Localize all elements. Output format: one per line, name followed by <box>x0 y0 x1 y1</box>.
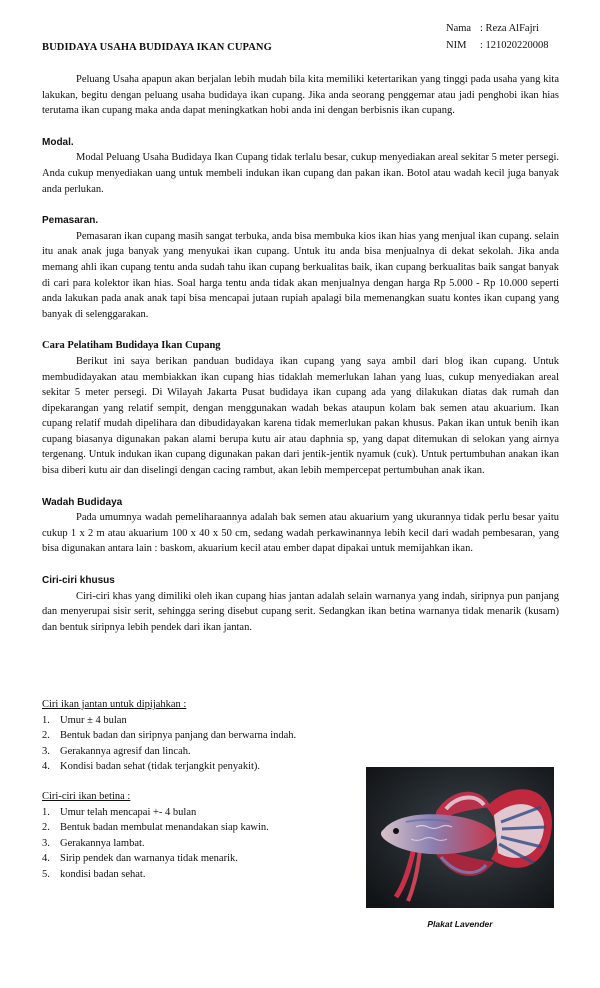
section-modal <box>42 135 559 197</box>
item-text: Gerakannya agresif dan lincah. <box>60 745 191 757</box>
item-text: kondisi badan sehat. <box>60 868 146 880</box>
item-number: 3. <box>42 745 50 757</box>
item-text: Bentuk badan dan siripnya panjang dan berwarna indah. <box>60 730 297 742</box>
item-number: 1. <box>42 806 50 818</box>
section-cara-pelatihan <box>42 338 559 478</box>
section-heading: Modal. <box>42 136 74 148</box>
betta-fish-photo <box>366 767 554 908</box>
list-item <box>42 713 342 729</box>
item-number: 4. <box>42 853 50 865</box>
section-body: Berikut ini saya berikan panduan budidaya ikan cupang yang saya ambil dari blog ikan cupang. Untuk membudidayakan atau membiakkan ikan cupang hias tidaklah memerlukan lahan yang luas, cukup menyediakan areal sekitar 5 meter persegi. Di Wilayah Jakarta Pusat budidaya ikan cupang ada yang dilakukan diatas dak rumah dan dipekarangan yang relatif sempit, dengan menggunakan wadah bekas ataupun kolam bak semen atau akuarium. Ikan cupang relatif mudah dipelihara dan dibudidayakan karena tidak memerlukan pakan khusus. Pakan ikan untuk benih ikan cupang biasanya digunakan pakan alami berupa kutu air atau daphnia sp, yang dapat ditemukan di selokan yang airnya tergenang. Untuk indukan ikan cupang digunakan pakan dari jentik-jentik nyamuk (cuk). Untuk pertumbuhan anakan ikan bisa diberi kutu air dan diselingi dengan cacing rambut, akan lebih mempercepat pertumbuhan anak ikan. <box>42 355 559 477</box>
section-pemasaran <box>42 213 559 322</box>
female-list-heading: Ciri-ciri ikan betina : <box>42 790 131 802</box>
document-title: BUDIDAYA USAHA BUDIDAYA IKAN CUPANG <box>42 42 272 53</box>
item-number: 2. <box>42 822 50 834</box>
nim-value: : 121020220008 <box>480 40 549 51</box>
list-item <box>42 805 342 821</box>
item-number: 4. <box>42 761 50 773</box>
section-body: Modal Peluang Usaha Budidaya Ikan Cupang tidak terlalu besar, cukup menyediakan areal sekitar 5 meter persegi. Anda cukup menyediakan uang untuk membeli indukan ikan cupang dan pakan ikan. Botol atau wadah kecil juga banyak anda perlukan. <box>42 152 559 195</box>
author-name-row <box>446 20 549 37</box>
item-text: Gerakannya lambat. <box>60 837 145 849</box>
list-item <box>42 867 342 883</box>
item-text: Kondisi badan sehat (tidak terjangkit penyakit). <box>60 761 261 773</box>
section-heading: Wadah Budidaya <box>42 496 123 508</box>
photo-caption: Plakat Lavender <box>427 919 493 929</box>
section-heading: Pemasaran. <box>42 215 99 227</box>
male-list-heading: Ciri ikan jantan untuk dipijahkan : <box>42 699 187 710</box>
name-value: : Reza AlFajri <box>480 23 539 34</box>
list-item <box>42 820 342 836</box>
item-number: 3. <box>42 837 50 849</box>
list-item <box>42 836 342 852</box>
main-content <box>42 72 559 635</box>
item-text: Umur ± 4 bulan <box>60 714 127 726</box>
section-body: Pemasaran ikan cupang masih sangat terbuka, anda bisa membuka kios ikan hias yang menjual ikan cupang. selain itu anak anak juga banyak yang menyukai ikan cupang. Untuk itu anda bisa menjualnya di dekat sekolah. Jika anda memang ahli ikan cupang tentu anda sudah tahu ikan cupang berkualitas baik, ikan cupang berkualitas baik sangat banyak di cari para kolektor ikan hias. Soal harga tentu anda tidak akan menjualnya dengan harga Rp 5.000 - Rp 10.000 seperti anda lakukan pada anak anak tapi bisa mencapai jutaan rupiah apalagi bila memenangkan suatu kontes ikan cupang yang banyak di selenggarakan. <box>42 230 559 320</box>
male-criteria-list <box>42 713 342 775</box>
section-ciri-khusus <box>42 573 559 635</box>
intro-paragraph: Peluang Usaha apapun akan berjalan lebih mudah bila kita memiliki ketertarikan yang tinggi pada usaha yang kita lakukan, begitu dengan peluang usaha budidaya ikan cupang. Jika anda seorang penggemar atau jadi penghobi ikan hias terutama ikan cupang maka anda dapat meningkatkan hobi anda ini dengan berbisnis ikan cupang. <box>42 74 559 117</box>
nim-label: NIM <box>446 40 467 51</box>
item-text: Bentuk badan membulat menandakan siap kawin. <box>60 822 269 834</box>
item-text: Sirip pendek dan warnanya tidak menarik. <box>60 853 238 865</box>
name-label: Nama <box>446 23 472 34</box>
item-number: 1. <box>42 714 50 726</box>
section-heading: Cara Pelatiham Budidaya Ikan Cupang <box>42 340 221 352</box>
list-item <box>42 728 342 744</box>
author-nim-row <box>446 37 549 54</box>
list-item <box>42 759 342 775</box>
item-number: 5. <box>42 868 50 880</box>
item-text: Umur telah mencapai +- 4 bulan <box>60 806 197 818</box>
section-body: Ciri-ciri khas yang dimiliki oleh ikan cupang hias jantan adalah selain warnanya yang indah, siripnya pun panjang dan menyerupai sisir serit, sehingga sering disebut cupang serit. Sedangkan ikan betina warnanya tidak menarik (kusam) dan bentuk siripnya lebih pendek dari ikan jantan. <box>42 590 559 633</box>
author-info <box>446 20 549 54</box>
female-criteria-list <box>42 805 342 883</box>
section-heading: Ciri-ciri khusus <box>42 575 115 587</box>
list-item <box>42 851 342 867</box>
list-item <box>42 744 342 760</box>
section-body: Pada umumnya wadah pemeliharaannya adalah bak semen atau akuarium yang ukurannya tidak perlu besar yaitu cukup 1 x 2 m atau akuarium 100 x 40 x 50 cm, sedang wadah perkawinannya lebih kecil dari wadah pembesaran, yang bisa digunakan antara lain : baskom, akuarium kecil atau ember dapat dipakai untuk memijahkan ikan. <box>42 512 559 555</box>
section-wadah-budidaya <box>42 495 559 557</box>
item-number: 2. <box>42 730 50 742</box>
criteria-lists <box>42 697 342 883</box>
